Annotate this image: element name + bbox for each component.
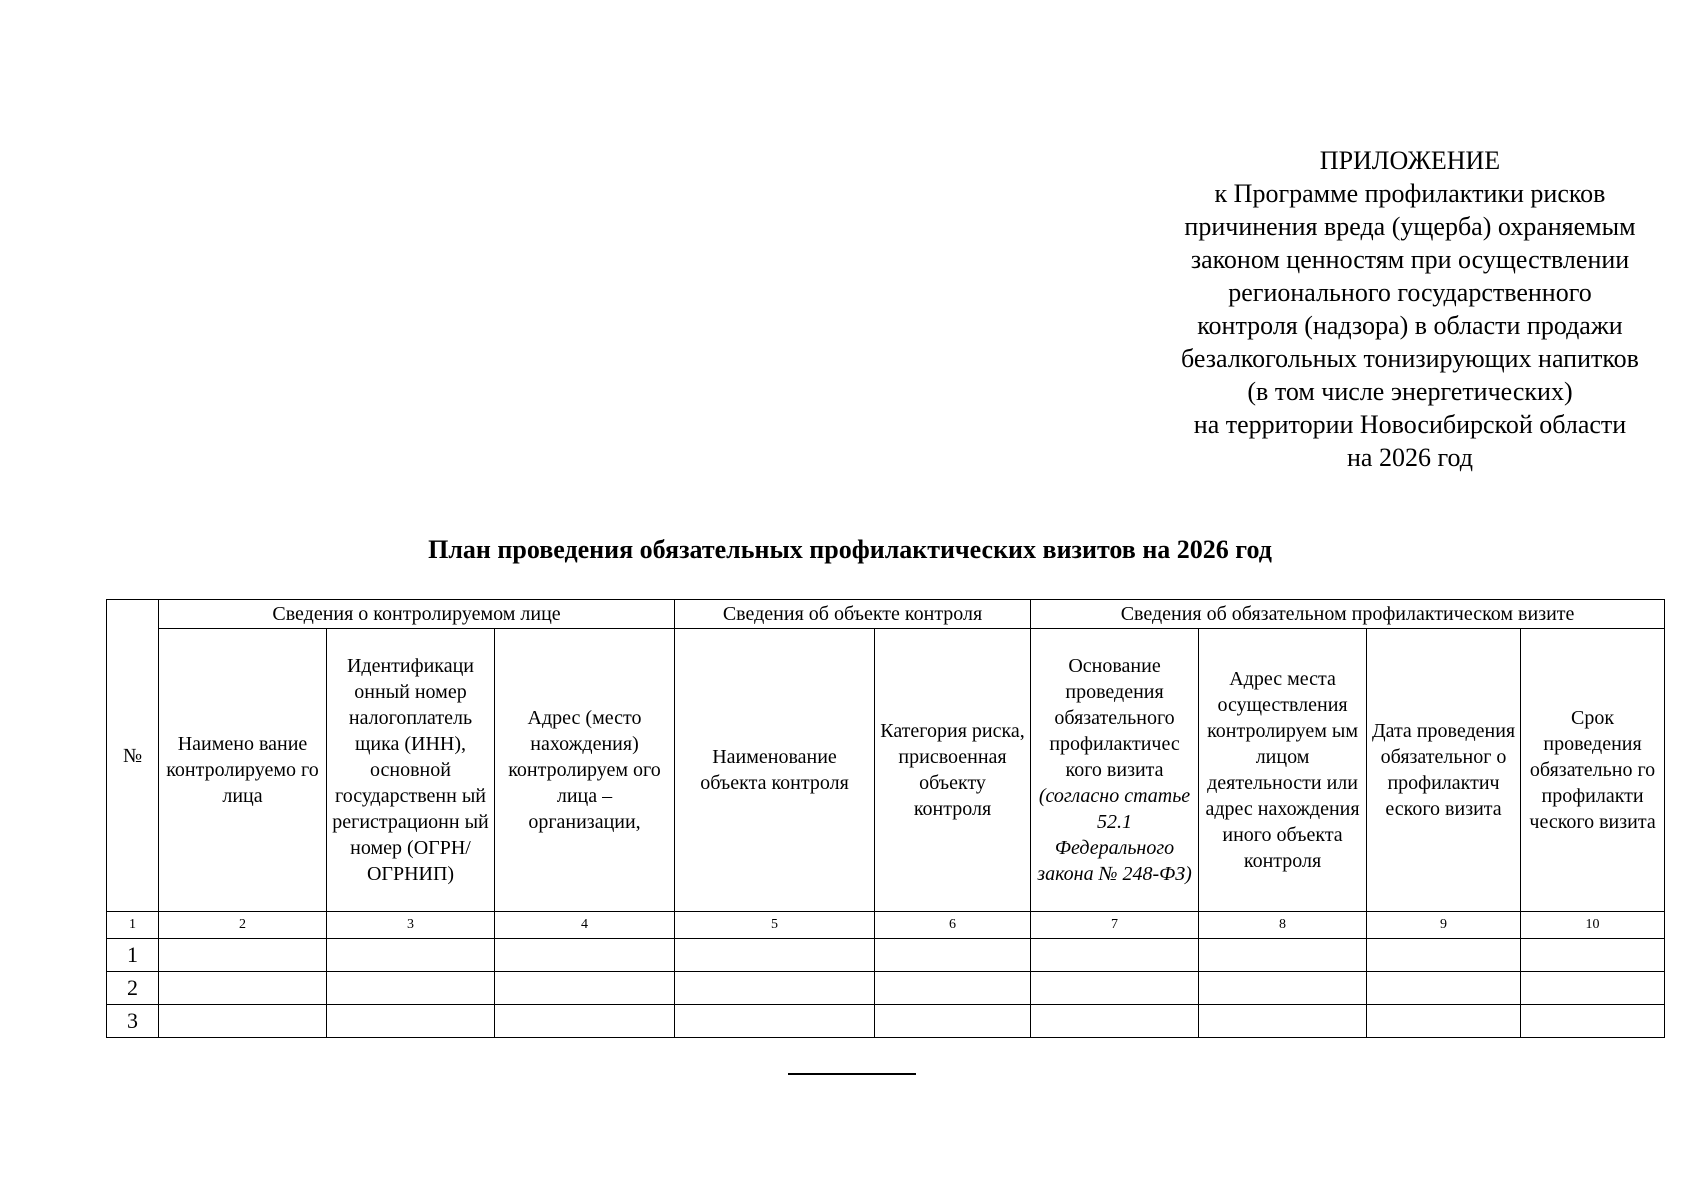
column-number: 2 (159, 912, 327, 939)
table-cell (159, 1005, 327, 1038)
appendix-line: (в том числе энергетических) (1247, 377, 1573, 406)
appendix-line: на 2026 год (1347, 443, 1473, 472)
column-header-inn-ogrn: Идентификаци онный номер налогоплатель щика (ИНН), основной государственн ый регистрационн ый номер (ОГРН/ ОГРНИП) (327, 629, 495, 912)
appendix-line: на территории Новосибирской области (1193, 410, 1627, 439)
column-numbers-row (107, 912, 1665, 939)
appendix-block (1150, 144, 1670, 474)
column-header-basis (1031, 629, 1199, 912)
row-number: 1 (107, 939, 159, 972)
document-title: План проведения обязательных профилактических визитов на 2026 год (428, 535, 1272, 564)
appendix-line: законом ценностям при осуществлении (1190, 245, 1630, 274)
column-number: 10 (1521, 912, 1665, 939)
column-header-object-name: Наименование объекта контроля (675, 629, 875, 912)
table-cell (875, 972, 1031, 1005)
table-cell (327, 939, 495, 972)
group-header-control-object: Сведения об объекте контроля (675, 600, 1031, 629)
table-cell (495, 939, 675, 972)
table-cell (675, 1005, 875, 1038)
row-number: 2 (107, 972, 159, 1005)
table-cell (1031, 972, 1199, 1005)
column-number: 8 (1199, 912, 1367, 939)
column-number: 3 (327, 912, 495, 939)
column-header-name: Наимено вание контролируемо го лица (159, 629, 327, 912)
table-cell (875, 1005, 1031, 1038)
column-header-number: № (107, 600, 159, 912)
table-row (107, 939, 1665, 972)
group-header-visit: Сведения об обязательном профилактическом визите (1031, 600, 1665, 629)
table-cell (159, 939, 327, 972)
table-cell (1521, 1005, 1665, 1038)
table-cell (1199, 972, 1367, 1005)
table-cell (327, 1005, 495, 1038)
group-header-controlled-person: Сведения о контролируемом лице (159, 600, 675, 629)
column-number: 6 (875, 912, 1031, 939)
column-number: 9 (1367, 912, 1521, 939)
table-cell (495, 1005, 675, 1038)
table-cell (327, 972, 495, 1005)
column-number: 5 (675, 912, 875, 939)
column-number: 1 (107, 912, 159, 939)
appendix-heading: ПРИЛОЖЕНИЕ (1319, 146, 1501, 175)
basis-note: (согласно статье 52.1 Федерального закона № 248-ФЗ) (1037, 785, 1192, 885)
column-header-activity-address: Адрес места осуществления контролируем ым лицом деятельности или адрес нахождения иного объекта контроля (1199, 629, 1367, 912)
table-cell (1031, 939, 1199, 972)
table-cell (1199, 939, 1367, 972)
table-cell (675, 972, 875, 1005)
appendix-line: к Программе профилактики рисков (1214, 179, 1606, 208)
column-header-visit-date: Дата проведения обязательног о профилактич еского визита (1367, 629, 1521, 912)
basis-text: Основание проведения обязательного профилактичес кого визита (1049, 655, 1180, 781)
table-cell (1367, 939, 1521, 972)
table-cell (1199, 1005, 1367, 1038)
table-cell (1521, 939, 1665, 972)
table-row (107, 972, 1665, 1005)
table-cell (875, 939, 1031, 972)
table-row (107, 1005, 1665, 1038)
column-number: 7 (1031, 912, 1199, 939)
appendix-line: регионального государственного (1228, 278, 1592, 307)
separator-line (788, 1073, 916, 1075)
column-header-risk-category: Категория риска, присвоенная объекту контроля (875, 629, 1031, 912)
table-cell (1367, 972, 1521, 1005)
row-number: 3 (107, 1005, 159, 1038)
column-number: 4 (495, 912, 675, 939)
table-cell (1521, 972, 1665, 1005)
table-cell (1367, 1005, 1521, 1038)
table-cell (495, 972, 675, 1005)
table-cell (1031, 1005, 1199, 1038)
column-header-visit-term: Срок проведения обязательно го профилакти ческого визита (1521, 629, 1665, 912)
appendix-line: причинения вреда (ущерба) охраняемым (1184, 212, 1636, 241)
appendix-line: контроля (надзора) в области продажи (1197, 311, 1623, 340)
visits-plan-table (106, 599, 1665, 1038)
column-header-address: Адрес (место нахождения) контролируем ого лица – организации, (495, 629, 675, 912)
appendix-line: безалкогольных тонизирующих напитков (1181, 344, 1639, 373)
table-cell (159, 972, 327, 1005)
table-cell (675, 939, 875, 972)
